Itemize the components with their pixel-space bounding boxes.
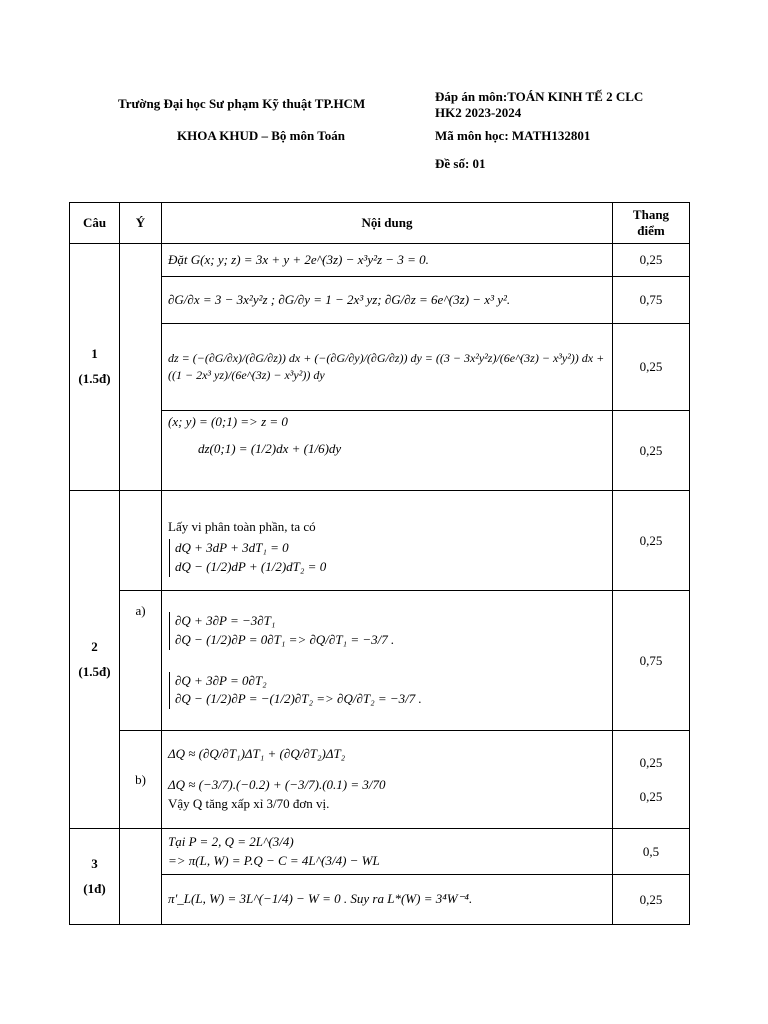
table-row [70, 411, 690, 491]
formula-line: ΔQ ≈ (−3/7).(−0.2) + (−3/7).(0.1) = 3/70 [168, 777, 386, 793]
q3-row1-score: 0,5 [613, 829, 690, 875]
formula-line: Tại P = 2, Q = 2L^(3/4) [168, 833, 294, 849]
col-content-header: Nội dung [162, 203, 613, 244]
q2-part-b-label: b) [120, 731, 162, 829]
q2-intro-y-cell [120, 491, 162, 591]
q3-y-cell [120, 829, 162, 925]
formula-line: ∂G/∂x = 3 − 3x²y²z ; ∂G/∂y = 1 − 2x³ yz; ∂G/∂z = 6e^(3z) − x³ y². [168, 291, 511, 307]
formula-line: ΔQ ≈ (∂Q/∂T₁)ΔT₁ + (∂Q/∂T₂)ΔT₂ [168, 746, 346, 762]
q2-points: (1.5đ) [78, 663, 111, 679]
q1-row2-score: 0,75 [613, 277, 690, 324]
q3-row2-score: 0,25 [613, 875, 690, 925]
q2-intro-score: 0,25 [613, 491, 690, 591]
q3-cell [70, 829, 120, 925]
q1-label: 1 [91, 346, 98, 362]
formula-line: => π(L, W) = P.Q − C = 4L^(3/4) − WL [168, 852, 380, 868]
q1-row1-score: 0,25 [613, 244, 690, 277]
table-row [70, 244, 690, 277]
semester: HK2 2023-2024 [435, 105, 522, 120]
q2-intro-content [162, 491, 613, 591]
formula-line: dQ + 3dP + 3dT₁ = 0 [175, 540, 289, 556]
text-line: Vậy Q tăng xấp xỉ 3/70 đơn vị. [168, 795, 330, 811]
table-header-row [70, 203, 690, 244]
q3-points: (1đ) [83, 880, 106, 896]
school-name: Trường Đại học Sư phạm Kỹ thuật TP.HCM [118, 96, 366, 111]
formula-line: Đặt G(x; y; z) = 3x + y + 2e^(3z) − x³y²z − 3 = 0. [168, 251, 429, 267]
q1-row2-content [162, 277, 613, 324]
table-row [70, 324, 690, 411]
table-row [70, 829, 690, 875]
score-value: 0,25 [639, 788, 663, 804]
equation-system [169, 612, 606, 650]
text-line: Lấy vi phân toàn phần, ta có [168, 519, 316, 535]
q2-part-a-score: 0,75 [613, 591, 690, 731]
answer-key-title: Đáp án môn:TOÁN KINH TẾ 2 CLC [435, 89, 644, 104]
formula-line: ∂Q + 3∂P = 0∂T₂ [175, 672, 267, 688]
q1-row1-content [162, 244, 613, 277]
q3-row1-content [162, 829, 613, 875]
q2-part-a-content [162, 591, 613, 731]
q1-row4-score: 0,25 [613, 411, 690, 491]
formula-line: π'_L(L, W) = 3L^(−1/4) − W = 0 . Suy ra L*(W) = 3⁴W⁻⁴. [168, 891, 473, 907]
q1-cell [70, 244, 120, 491]
q2-cell [70, 491, 120, 829]
equation-system [169, 672, 606, 710]
exam-number: Đề số: 01 [435, 156, 486, 171]
course-code: Mã môn học: MATH132801 [435, 128, 591, 143]
q2-label: 2 [91, 638, 98, 654]
score-value: 0,25 [639, 754, 663, 770]
table-row [70, 277, 690, 324]
q1-row3-content [162, 324, 613, 411]
table-row [70, 731, 690, 829]
formula-line: ∂Q − (1/2)∂P = 0∂T₁ => ∂Q/∂T₁ = −3/7 . [175, 631, 395, 647]
q1-points: (1.5đ) [78, 371, 111, 386]
q2-part-b-content [162, 731, 613, 829]
col-cau-header: Câu [70, 203, 120, 244]
formula-line: ∂Q − (1/2)∂P = −(1/2)∂T₂ => ∂Q/∂T₂ = −3/7 . [175, 691, 422, 707]
formula-line: dz(0;1) = (1/2)dx + (1/6)dy [198, 440, 342, 456]
q3-row2-content [162, 875, 613, 925]
q1-y-cell [120, 244, 162, 491]
q2-part-a-label: a) [120, 591, 162, 731]
formula-line: ∂Q + 3∂P = −3∂T₁ [175, 612, 276, 628]
formula-line: (x; y) = (0;1) => z = 0 [168, 414, 288, 429]
q1-row3-score: 0,25 [613, 324, 690, 411]
table-row [70, 491, 690, 591]
col-score-header: Thang điểm [613, 203, 690, 244]
equation-system [169, 539, 606, 577]
col-y-header: Ý [120, 203, 162, 244]
formula-line: dQ − (1/2)dP + (1/2)dT₂ = 0 [175, 558, 327, 574]
answer-table [69, 202, 690, 925]
formula-line: dz = (−(∂G/∂x)/(∂G/∂z)) dx + (−(∂G/∂y)/(∂G/∂z)) dy = ((3 − 3x²y²z)/(6e^(3z) − x³y²)) dx + ((1 − 2x³ yz)/(6e^(3z) − x³y²)) dy [168, 350, 605, 382]
q3-label: 3 [91, 855, 98, 871]
table-row [70, 875, 690, 925]
table-row [70, 591, 690, 731]
q2-part-b-scores [613, 731, 690, 829]
q1-row4-content [162, 411, 613, 491]
faculty-name: KHOA KHUD – Bộ môn Toán [177, 128, 345, 143]
